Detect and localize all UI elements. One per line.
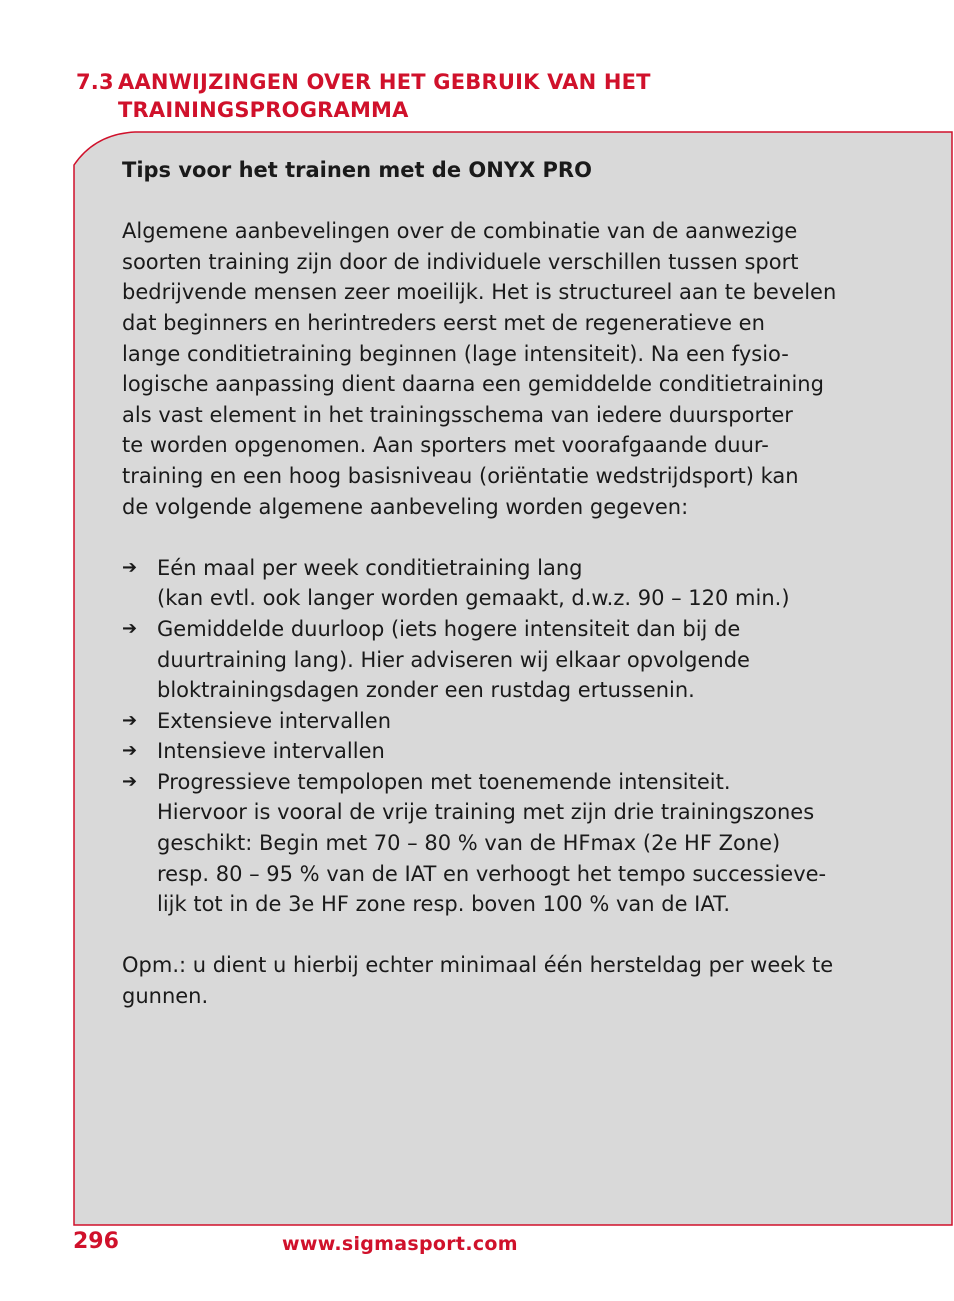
intro-line: als vast element in het trainingsschema van iedere duursporter <box>122 402 793 427</box>
intro-line: lange conditietraining beginnen (lage intensiteit). Na een fysio- <box>122 341 789 366</box>
info-box-content <box>122 155 842 1012</box>
section-number: 7.3 <box>76 70 114 94</box>
note-line: Opm.: u dient u hierbij echter minimaal één hersteldag per week te <box>122 953 834 978</box>
intro-line: dat beginners en herintreders eerst met de regeneratieve en <box>122 310 765 335</box>
note-paragraph <box>122 950 842 1011</box>
arrow-right-icon: ➔ <box>122 709 138 731</box>
arrow-right-icon: ➔ <box>122 770 138 792</box>
note-line: gunnen. <box>122 984 209 1009</box>
website-link[interactable]: www.sigmasport.com <box>282 1233 518 1255</box>
list-item: ➔ Eén maal per week conditietraining lang (kan evtl. ook langer worden gemaakt, d.w.z. 90 – 120 min.) <box>122 553 842 614</box>
list-item: ➔ Extensieve intervallen <box>122 706 842 737</box>
intro-line: de volgende algemene aanbeveling worden gegeven: <box>122 494 689 519</box>
intro-line: logische aanpassing dient daarna een gemiddelde conditietraining <box>122 372 824 397</box>
recommendation-list <box>122 553 842 920</box>
arrow-right-icon: ➔ <box>122 740 138 762</box>
arrow-right-icon: ➔ <box>122 617 138 639</box>
intro-line: training en een hoog basisniveau (oriëntatie wedstrijdsport) kan <box>122 463 799 488</box>
intro-line: soorten training zijn door de individuele verschillen tussen sport <box>122 249 799 274</box>
page-number: 296 <box>73 1229 119 1254</box>
intro-line: Algemene aanbevelingen over de combinatie van de aanwezige <box>122 219 798 244</box>
list-item: ➔ Intensieve intervallen <box>122 736 842 767</box>
section-title-line-1: AANWIJZINGEN OVER HET GEBRUIK VAN HET <box>118 70 651 94</box>
section-title-line-2: TRAININGSPROGRAMMA <box>118 98 409 122</box>
list-item: ➔ Progressieve tempolopen met toenemende intensiteit. Hiervoor is vooral de vrije training met zijn drie trainingszones geschikt: Begin met 70 – 80 % van de HFmax (2e HF Zone) resp. 80 – 95 % van de IAT en verhoogt het tempo successieve- lijk tot in de 3e HF zone resp. boven 100 % van de IAT. <box>122 767 842 920</box>
intro-paragraph <box>122 216 842 522</box>
intro-line: bedrijvende mensen zeer moeilijk. Het is structureel aan te bevelen <box>122 280 837 305</box>
intro-line: te worden opgenomen. Aan sporters met voorafgaande duur- <box>122 433 769 458</box>
list-item: ➔ Gemiddelde duurloop (iets hogere intensiteit dan bij de duurtraining lang). Hier adviseren wij elkaar opvolgende bloktrainingsdagen zonder een rustdag ertussenin. <box>122 614 842 706</box>
box-title: Tips voor het trainen met de ONYX PRO <box>122 158 592 182</box>
arrow-right-icon: ➔ <box>122 556 138 578</box>
